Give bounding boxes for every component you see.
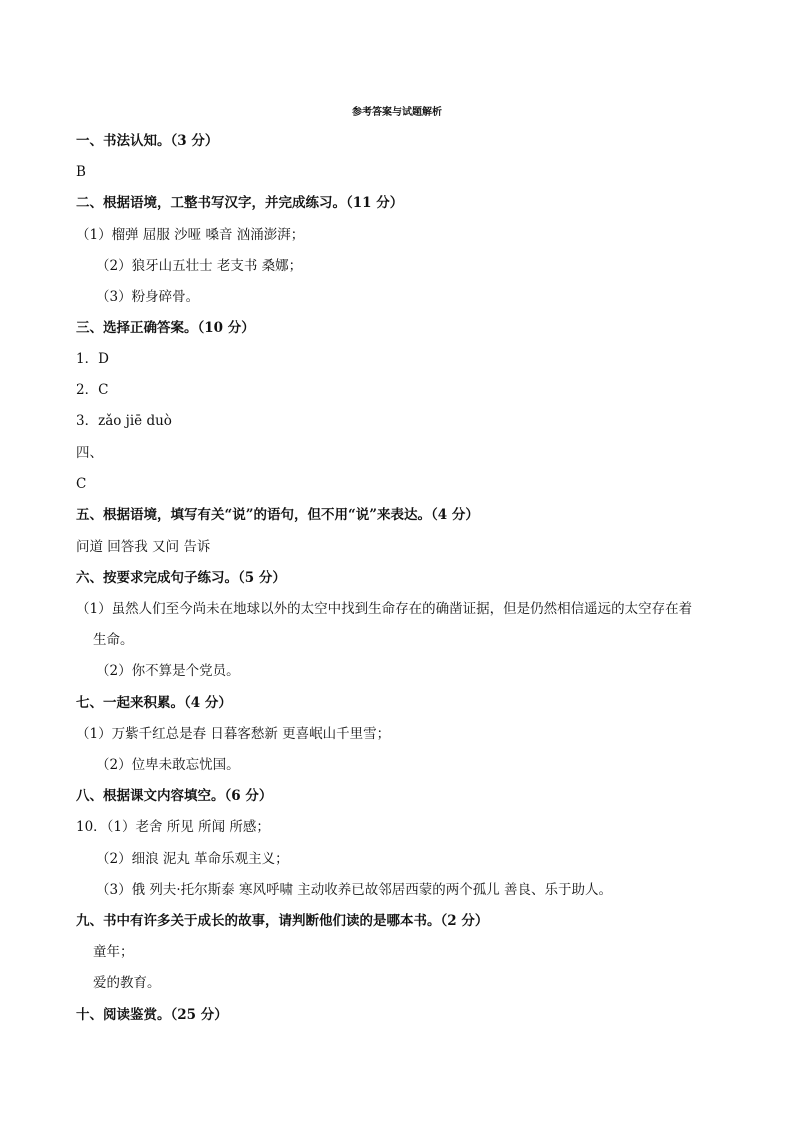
answer-line: （3）粉身碎骨。 [96,289,200,305]
section-10-heading: 十、阅读鉴赏。（25 分） [76,1007,228,1023]
answer-line: （1）虽然人们至今尚未在地球以外的太空中找到生命存在的确凿证据，但是仍然相信遥远的太空存在着 [76,601,693,617]
section-6-heading: 六、按要求完成句子练习。（5 分） [76,570,286,586]
section-3-heading: 三、选择正确答案。（10 分） [76,320,255,336]
answer-line: （2）你不算是个党员。 [96,663,240,679]
answer-line: （2）狼牙山五壮士 老支书 桑娜； [96,258,303,274]
answer-line: （2）细浪 泥丸 革命乐观主义； [96,851,289,867]
answer-line: （3）俄 列夫·托尔斯泰 寒风呼啸 主动收养已故邻居西蒙的两个孤儿 善良、乐于助人。 [96,882,613,898]
section-9-heading: 九、书中有许多关于成长的故事，请判断他们读的是哪本书。（2 分） [76,913,489,929]
answer-line: （1）万紫千红总是春 日暮客愁新 更喜岷山千里雪； [76,726,391,742]
section-4-heading: 四、 [76,445,103,461]
section-2-heading: 二、根据语境，工整书写汉字，并完成练习。（11 分） [76,195,404,211]
answer-line: 问道 回答我 又问 告诉 [76,539,211,555]
answer-line: 爱的教育。 [93,975,161,991]
section-1-heading: 一、书法认知。（3 分） [76,133,219,149]
answer-line: 1．D [76,351,109,367]
answer-line: 3．zǎo jiē duò [76,413,172,429]
section-5-heading: 五、根据语境，填写有关“说”的语句，但不用“说”来表达。（4 分） [76,507,479,523]
answer-line: （1）榴弹 屈服 沙哑 嗓音 汹涌澎湃； [76,227,305,243]
answer-line: B [76,164,86,180]
answer-line: 2．C [76,382,109,398]
section-8-heading: 八、根据课文内容填空。（6 分） [76,788,273,804]
answer-line: 童年； [93,944,134,960]
page-title: 参考答案与试题解析 [352,107,442,118]
answer-line: 10．（1）老舍 所见 所闻 所感； [76,819,270,835]
answer-line: C [76,476,87,492]
section-7-heading: 七、一起来积累。（4 分） [76,695,232,711]
answer-line: （2）位卑未敢忘忧国。 [96,757,240,773]
answer-line: 生命。 [93,632,134,648]
